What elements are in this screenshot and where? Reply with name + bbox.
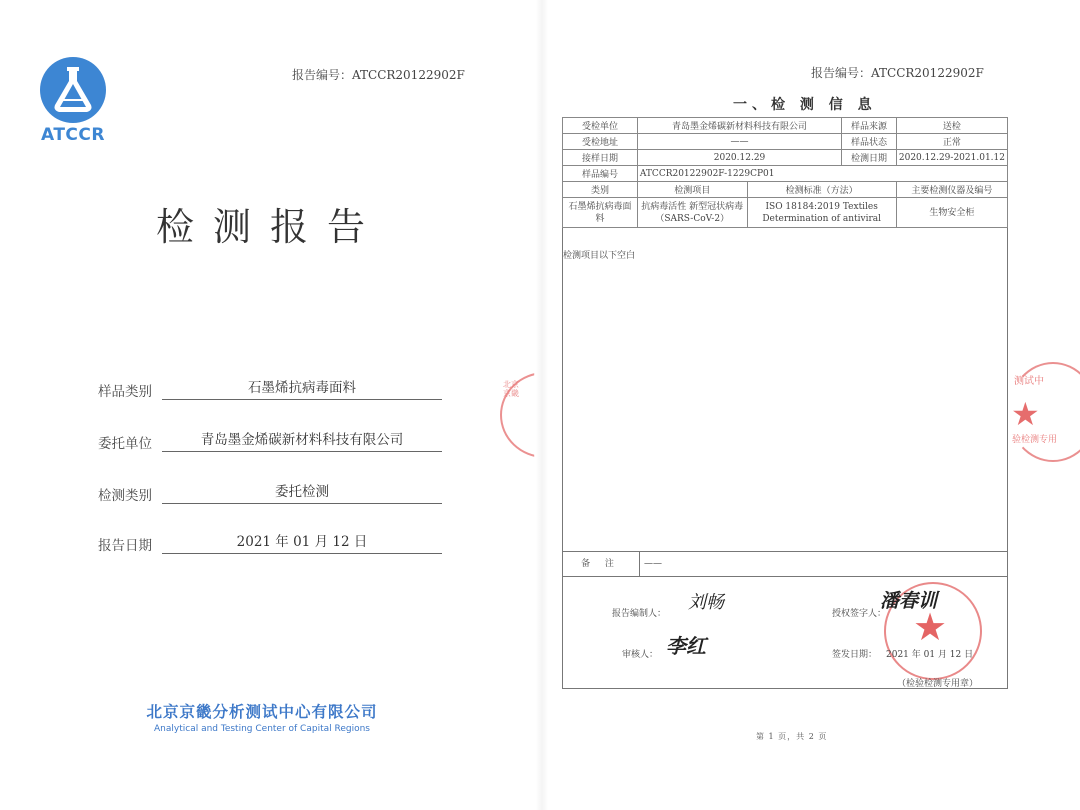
issue-date-value: 2021 年 01 月 12 日 [886,650,974,660]
logo-text: ATCCR [41,125,105,145]
reviewer-signature: 李红 [666,634,706,658]
remarks-value: —— [644,559,662,569]
field-label: 样品类别 [98,384,152,400]
cell-label: 样品来源 [842,118,897,134]
cell-value: 青岛墨金烯碳新材料科技有限公司 [637,118,841,134]
cell-value: 送检 [896,118,1007,134]
field-underline [162,503,442,504]
report-number: 报告编号：ATCCR20122902F [292,68,465,82]
cell-label: 受检地址 [563,134,638,150]
signer-signature: 潘春训 [880,590,938,612]
table-header-row [563,182,1008,198]
reviewer-label: 审核人： [622,650,659,660]
field-underline [162,399,442,400]
flask-logo-icon [40,57,106,123]
cell-instrument: 生物安全柜 [896,198,1007,228]
column-header: 类别 [563,182,638,198]
field-report-date [98,526,443,566]
table-row [563,134,1008,150]
column-header: 检测项目 [637,182,747,198]
field-sample-category [98,372,443,412]
seal-star-icon: ★ [913,605,948,649]
page-number: 第 1 页，共 2 页 [756,732,828,741]
column-header: 检测标准（方法） [747,182,896,198]
cell-label: 接样日期 [563,150,638,166]
compiler-signature: 刘畅 [688,592,724,613]
atccr-logo [36,57,110,147]
seal-fragment-right-text: 测试中 [1014,376,1044,387]
blank-note: 检测项目以下空白 [563,251,636,261]
company-footer [146,700,378,734]
info-table [562,117,1008,228]
remarks-row [562,551,1008,577]
seal-fragment-right-text: 验检测专用 [1012,435,1058,445]
section-title: 一、检 测 信 息 [733,97,877,113]
remarks-label: 备 注 [562,552,640,576]
table-row [563,166,1008,182]
cover-title: 检测报告 [156,205,385,249]
cell-value: 2020.12.29-2021.01.12 [896,150,1007,166]
cell-value: 2020.12.29 [637,150,841,166]
cell-value: —— [637,134,841,150]
cell-label: 受检单位 [563,118,638,134]
cell-label: 检测日期 [842,150,897,166]
field-label: 报告日期 [98,538,152,554]
report-number: 报告编号：ATCCR20122902F [811,66,984,80]
seal-fragment-star-icon: ★ [1011,395,1040,433]
cell-category: 石墨烯抗病毒面料 [563,198,638,228]
field-value: 委托检测 [275,484,329,500]
company-name-en: Analytical and Testing Center of Capital Regions [154,724,370,734]
table-row [563,150,1008,166]
seal-caption: （检验检测专用章） [897,679,979,689]
cell-value: ATCCR20122902F-1229CP01 [637,166,1007,182]
cell-label: 样品状态 [842,134,897,150]
cell-standard: ISO 18184:2019 Textiles Determination of antiviral [747,198,896,228]
seal-fragment-left-text: 北京京畿 [503,380,519,398]
field-label: 检测类别 [98,488,152,504]
field-value: 青岛墨金烯碳新材料科技有限公司 [200,432,404,448]
field-underline [162,451,442,452]
field-underline [162,553,442,554]
table-row [563,198,1008,228]
field-label: 委托单位 [98,436,152,452]
company-name-cn: 北京京畿分析测试中心有限公司 [146,703,378,721]
field-value: 石墨烯抗病毒面料 [248,380,356,396]
compiler-label: 报告编制人： [612,609,667,619]
field-client [98,424,443,464]
signer-label: 授权签字人： [832,609,887,619]
cell-test-item: 抗病毒活性 新型冠状病毒（SARS-CoV-2） [637,198,747,228]
column-header: 主要检测仪器及编号 [896,182,1007,198]
table-row [563,118,1008,134]
cell-label: 样品编号 [563,166,638,182]
field-value: 2021 年 01 月 12 日 [236,534,368,550]
field-test-type [98,476,443,516]
issue-date-label: 签发日期： [832,650,878,660]
cell-value: 正常 [896,134,1007,150]
